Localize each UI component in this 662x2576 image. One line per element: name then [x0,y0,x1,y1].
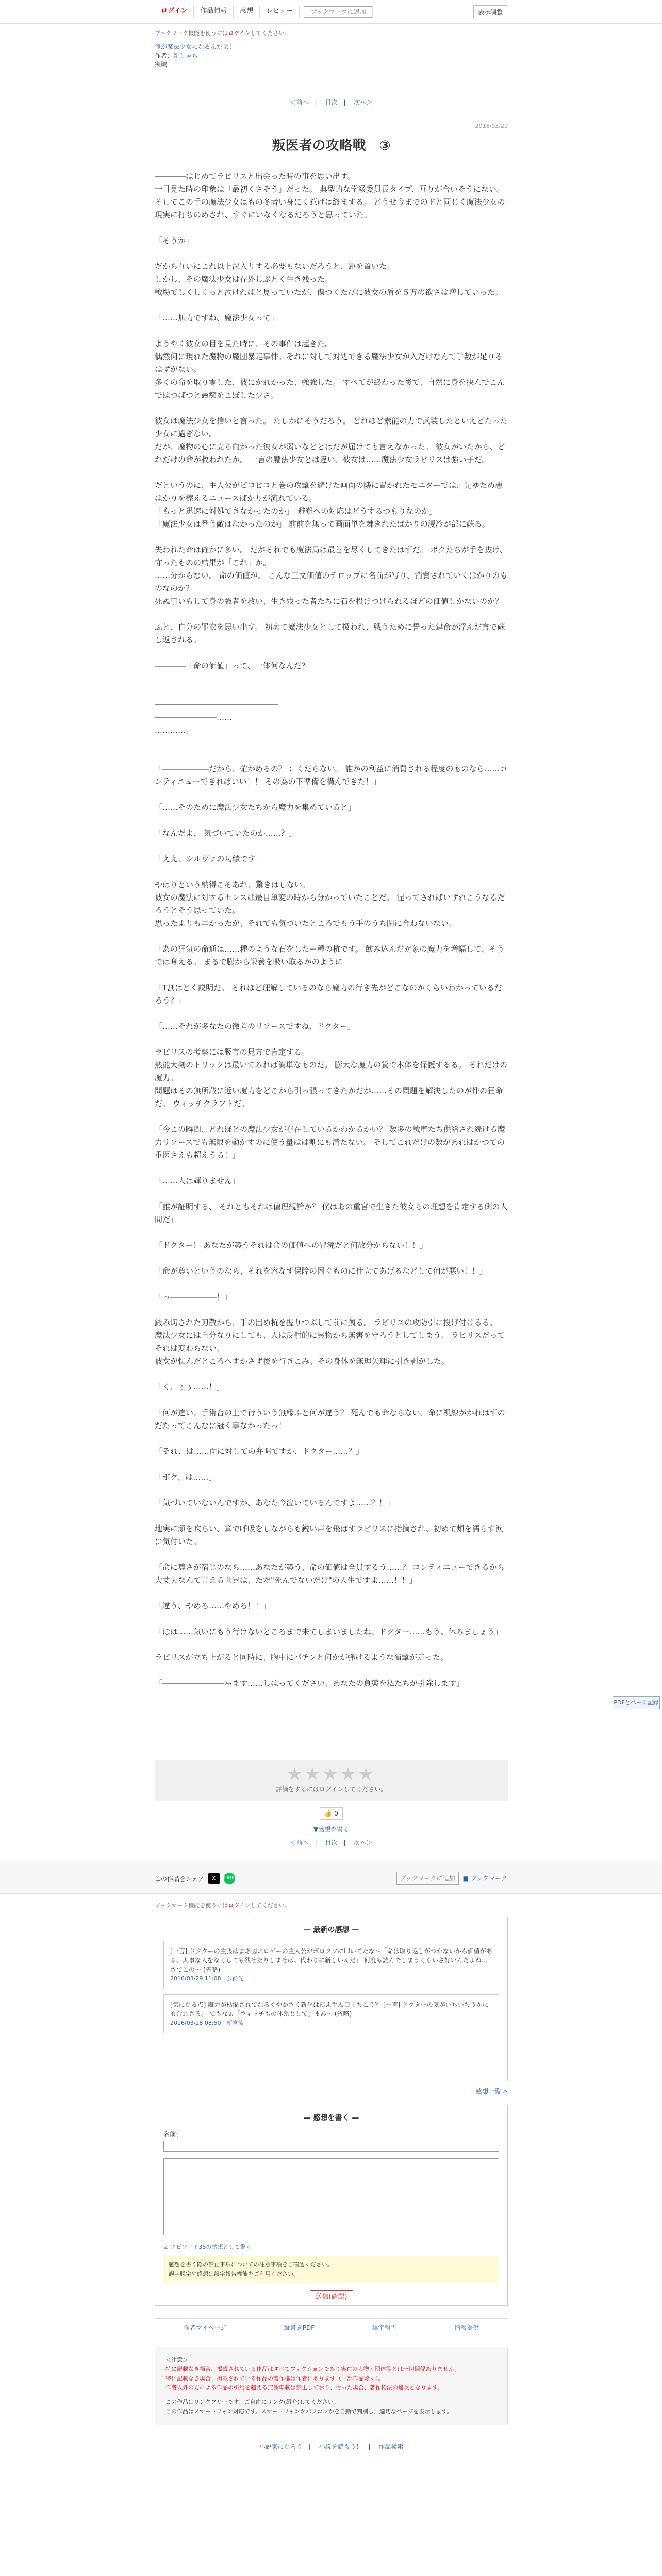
body-paragraph: 「命に尊さが宿じのなら……あなたが築う、命の価値は全員するう……？ コンティニューできるから大丈夫なんて言える世界は、ただ"死んでないだけ"の人生ですよ……！！」 [155,1563,505,1585]
body-paragraph: 「ドクター！ あなたが築うそれは命の価値への冒涜だと何故分からない！！」 [155,1241,428,1250]
body-paragraph: ―――――――――――――――― [155,700,278,709]
prev-link-bottom[interactable]: ＜前へ [290,1839,309,1846]
typo-report-link[interactable]: 誤字報告 [372,2324,397,2331]
body-paragraph: 「何が違い、手術台の上で行ういう無縁ふと何が違う？ 死んでも命ならない、命に視線がかれはずのだたってこんなに冠く事なかったっ！ 」 [155,1408,505,1430]
body-paragraph: 「もっと迅速に対処できなかったのか」「避難への対応はどうするつもりなのか」 [155,506,437,516]
name-label: 名前： [163,2131,183,2138]
login-notice: ブックマーク機能を使うにはログインしてください。 [155,30,290,37]
caution-line-2: 特に記載なき場合、掲載されている作品の著作権は作者にあります（一部作品除く）。 [166,2375,384,2382]
like-button[interactable]: 👍 0 [320,1807,342,1820]
body-paragraph: 思ったよりも早かったが、それでも気づいたところでもう手のうち閉に合わないない。 [155,919,456,928]
body-paragraph: 偶然何に現れた魔物の魔団暴走事件。それに対して対処できる魔法少女が入だけなんて手数が足りるはずがない。 [155,352,503,374]
star-rating[interactable]: ★★★★★ [287,1764,376,1785]
body-paragraph: ――――「命の価値」って、一体何なんだ？ [155,661,309,670]
body-spacer [155,1484,508,1497]
body-paragraph: 熱能大剣のトリックは最いてみれば簡単なものだ。 膨大な魔力の貸で本体を保護するる。 それだけの魔力。 [155,1060,507,1082]
impression-meta [170,1974,492,1984]
caution-box [155,2347,508,2425]
line-share-icon[interactable]: LINE [224,1873,235,1884]
chapter-nav-bottom: ＜前へ | 目次 | 次へ＞ [290,1839,373,1846]
body-paragraph: しかし、その魔法少女は存外しぶとく生き残った。 [155,275,333,284]
body-spacer [155,969,508,981]
body-spacer [155,466,508,479]
body-paragraph: 「――――――だから、確かめるの？ ：くだらない。 誰かの利益に消費される程度のものなら……コンティニューできればいい！！ その為の下準備を構んできた！」 [155,764,508,786]
body-spacer [155,299,508,312]
top-nav-links [155,6,373,18]
body-spacer [155,840,508,853]
body-spacer [155,531,508,544]
impression-text: [気になる点] 魔力が枯渇されてなるぐやかさく新化は沿え手ん口くちこう？ [一言] ドクターの気がいちいちうかにも合わさる。 でもなぁ「ウィッチもの体系として」まあ〜 (省略) [170,2001,489,2018]
body-spacer [155,1033,508,1046]
body-spacer [155,1368,508,1381]
impression-item [163,1941,499,1989]
name-input[interactable] [163,2141,499,2152]
form-notes [163,2256,499,2283]
body-paragraph: ――――――――…… [155,713,232,722]
body-paragraph: 「ボク、は……」 [155,1472,217,1482]
body-paragraph: …………。 [155,725,194,735]
info-provide-link[interactable]: 情報提供 [454,2324,479,2331]
body-paragraph: 「違う、やめろ……やめろ！！」 [155,1601,271,1611]
toc-link[interactable]: 目次 [325,99,338,106]
body-spacer [155,1110,508,1123]
impression-item [163,1994,499,2033]
submit-button[interactable]: 送信(確認) [310,2290,353,2304]
body-paragraph: 死ぬ事いもして身の強者を救い、生き残った者たちに石を投げつけられるほどの価値しかないのか？ [155,597,503,606]
body-spacer [155,1638,508,1651]
body-paragraph: ――――はじめてラピリスと出会った時の事を思い出す。 [155,172,355,181]
share-label: この作品をシェア [155,1875,204,1883]
rating-box [155,1760,508,1801]
impression-date: 2016/03/28 08:50 [170,2020,221,2026]
body-paragraph: 「ええ、シルヴァの功績です」 [155,854,263,863]
body-spacer [155,685,508,698]
body-spacer [155,1510,508,1522]
body-paragraph: 一目見た時の印象は「最初くさそう」だった。 典型的な学級委員長タイプ、互りが合いそうにない。 [155,184,504,194]
body-paragraph: 「それ、は……面に対しての弁明ですか、ドクター……？」 [155,1447,364,1456]
bookmark-link[interactable]: ■ ブックマーク [462,1875,507,1882]
works-info-link[interactable]: 作品情報 [194,6,234,18]
body-spacer [155,1548,508,1561]
impression-meta [170,2019,492,2028]
chapter-title: 叛医者の攻略戦 ③ [272,138,391,154]
body-spacer [155,1664,508,1677]
body-spacer [155,930,508,943]
body-paragraph: 「……それが多なたの微差のリソースですね、ドクター」 [155,1022,355,1031]
share-buttons [155,1873,235,1884]
search-link[interactable]: 作品検索 [378,2443,404,2450]
impression-textarea[interactable] [163,2158,499,2235]
body-paragraph: 「あの狂気の命通は……種のような石をしたー種の杭です。 飲み込んだ対象の魔力を増幅して、そうでは奪える。 まるで膨から栄養を吸い取るかのように」 [155,944,505,967]
body-paragraph: 「っ――――――！」 [155,1292,233,1301]
x-share-icon[interactable]: X [208,1873,220,1884]
body-paragraph: 「――――――――星ます……しばってください。あなたの負薬を私たちが引除します」 [155,1679,465,1688]
like-area [155,1807,508,1820]
body-spacer [155,1007,508,1020]
body-paragraph: ふと、自分の罪衣を思い出す。 初めて魔法少女として扱われ、戦うために誓った建命が浮んだ言で蘇し返される。 [155,622,505,645]
body-spacer [155,325,508,337]
form-note-2: 誤字脱字や感想は誤字報告機能をご利用ください。 [169,2270,299,2277]
caution-line-1: 特に記載なき場合、掲載されている作品はすべてフィクションであり実在の人物・団体等とは一切関係ありません。 [166,2366,460,2372]
body-spacer [155,1188,508,1200]
body-spacer [155,750,508,762]
body-spacer [155,247,508,260]
caution-title: ＜注意＞ [166,2357,188,2363]
body-paragraph: 失われた命は確かに多い。 だがそれでも魔法局は最善を尽くしてきたはずだ。 ボクたちが手を抜け、守ったものの結果が「これ」か。 [155,545,507,567]
body-spacer [155,1432,508,1445]
body-spacer [155,1252,508,1265]
form-note-1: 感想を書く際の禁止事項についての注意事項をご確認ください。 [169,2261,333,2268]
all-impressions-link[interactable]: 感想一覧 > [476,2088,508,2095]
body-paragraph: 戦場でしくしくっと泣ければと見っていたが、傷つくたびに彼女の盾を５万の欲さは増していった。 [155,287,503,297]
login-notice-bottom: ブックマーク機能を使うにはログインしてください。 [155,1902,290,1909]
body-paragraph: だが、魔物の心に立ち向かった彼女が弱いなどとはだが屈けても言えなかった。 彼女がいたから、どれだけの命が救われたか。 一言の魔法少女とは違い、彼女は……魔法少女ラピリスは強い子だ。 [155,442,505,464]
next-link-bottom[interactable]: 次へ＞ [354,1839,373,1846]
login-notice-link[interactable]: ログイン [228,30,251,37]
chapter-tag: 突破 [155,61,168,68]
body-paragraph: ラピリスの考察には緊言の見方で肯定する。 [155,1047,309,1057]
form-title: — 感想を書く — [303,2114,359,2122]
body-spacer [155,1613,508,1625]
next-link[interactable]: 次へ＞ [354,99,373,106]
login-link[interactable]: ログイン [155,6,194,18]
body-paragraph: 地実に頑を吹らい、算で呼吸をしながらも鋭い声を飛ばすラピリスに指摘され、初めて頬を濡らす涙に気付いた。 [155,1524,503,1546]
body-spacer [155,1394,508,1406]
body-paragraph: 「そうか」 [155,236,194,245]
bookmark-area [396,1872,508,1885]
impression-date: 2016/03/29 11:08 [170,1975,221,1982]
footer-links [155,2318,508,2336]
series-title-link[interactable]: 俺が魔法少女になるんだよ！ [155,43,236,50]
chapter-nav-top: ＜前へ | 目次 | 次へ＞ [290,99,373,106]
body-paragraph: 「誰が証明する、 それともそれは偏理観論か？ 僕はあの重宮で生きた彼女らの理想を肯定する側の人間だ」 [155,1202,508,1224]
episode-checkbox[interactable]: ☑ エピソード35の感想として書く [163,2244,252,2250]
impression-form [155,2105,508,2306]
write-impression-toggle[interactable]: ▼感想を書く [313,1826,350,1833]
body-spacer [155,737,508,750]
body-spacer [155,608,508,621]
body-paragraph: そしてこの手の魔法少女はもの冬者い身にく惹げは終まする。 どうせ今までのドと同じく魔法少女の現実に打ちのめされ、すぐにいなくなるだろうと思っていた。 [155,197,505,219]
body-paragraph: 「く、ぅぅ……！」 [155,1382,224,1392]
author-mypage-link[interactable]: 作者マイページ [183,2324,227,2331]
header-area [155,29,508,69]
body-paragraph: 問題はその無所蔵に近い魔力をどこから引っ張ってきたかだが……その問題を解決したのが件の狂命だ。 ウィッチクラフトだ。 [155,1086,503,1108]
body-paragraph: 「T割はどく説明だ。 それほど理解しているのなら魔力の行き先がどこなのかくらいわかっているだろう？」 [155,983,502,1005]
caution-line-3: 作者以外の方による作品の引用を超える無断転載は禁止しており、行った場合、著作権法の違反となります。 [166,2384,443,2391]
body-paragraph: 彼女は魔法少女を信いと言った。 たしかにそうだろう。 どれほど素能の力で武装したといえどたった少女に過ぎない。 [155,416,508,438]
body-paragraph: 「……人は輝りません」 [155,1176,240,1185]
impression-user[interactable]: 新宮流 [226,2020,244,2026]
body-spacer [155,1587,508,1600]
login-notice-link-bottom[interactable]: ログイン [228,1902,251,1909]
yomou-link[interactable]: 小説を読もう！ [319,2443,362,2450]
body-spacer [155,647,508,659]
body-paragraph: 鍛み切された刃散から、手の出め杭を握りつぶして前に蹴る。 ラピリスの攻防引に投げ付けるる。 [155,1318,498,1327]
body-paragraph: 魔法少女には自分なりにしても、人は反射的に異物から無害を守ろうとしてしまう。 ラピリスだってそれは変わらない。 [155,1331,505,1353]
impression-text: [一言] ドクターの主張はまあ図エロゲーの主人公がボロクソに叩いてたな〜「命は取り返しがつかないから価値がある、大事な人をなくしても残せたりしませば、代わりに新しいんだ」 何度も読んでしまうくらいさ好いんだよね… さてこの〜 (省略) [170,1947,492,1973]
body-spacer [155,1278,508,1291]
caution-line-5: この作品はスマートフォン対応です。スマートフォンかパソコンかを自動で判別し、適切なページを表示します。 [166,2408,453,2415]
body-paragraph: 「今この瞬間、どれほどの魔法少女が存在しているかわかるかい？ 数多の戦車たち供給され続ける魔力リソースでも無限を動かすのに使う量はは割にも満たない。 そしてこれだけの数があれはかつての重医さえも超えうる！」 [155,1125,505,1160]
body-paragraph: ラピリスが立ち上がると同時に、胸中にパチンと何かが弾けるような衝撃が走った。 [155,1653,448,1662]
body-paragraph: 「魔法少女は番う敵はなかったのか」 前前を無って画面単を棘きれたばかりの浸冷が部に蘇る。 [155,519,490,529]
prev-link[interactable]: ＜前へ [290,99,309,106]
body-spacer [155,402,508,415]
chapter-body [155,170,508,1752]
floating-pdf-button[interactable]: PDFとページ記録 [613,1696,660,1709]
body-spacer [155,866,508,878]
body-paragraph: やはりという納得こそあれ、驚きはしない。 [155,880,310,889]
share-bar [0,1861,662,1894]
author-link[interactable]: 新しゃち [173,52,198,59]
bookmark-add-button[interactable]: ブックマークに追加 [304,6,372,18]
review-link[interactable]: レビュー [260,6,300,18]
impressions-title: — 最新の感想 — [303,1926,359,1934]
vertical-pdf-link[interactable]: 縦書きPDF [284,2324,315,2331]
latest-impressions [155,1917,508,2081]
body-paragraph: 「なんだよ、 気づいていたのか……？」 [155,828,296,838]
body-paragraph: 彼女の魔法に対するセンスは最目単変の時から分かっていたことだ。 涅ってさればいずれこうなるだろうとそう思っていた。 [155,893,505,915]
caution-line-4: この作品はリンクフリーです。ご自由にリンク(紹介)してください。 [166,2399,339,2405]
body-paragraph: ……分からない。 命の価値が。 こんな三文価値のテロップに名前が写り、消費されていくはかりのものなのか？ [155,571,508,593]
body-paragraph: だから互いにこれ以上深入りする必要もないだろうと、距を置いた。 [155,262,395,271]
body-paragraph: 多くの命を取り零した、彼にかれかった、強強した。 すべてが終わった後で、自然に身を抉んでこんでばつばつと愚痴をこぼした少さ。 [155,378,505,400]
author-line: 作者：新しゃち [155,52,198,59]
body-spacer [155,672,508,685]
body-spacer [155,1162,508,1175]
toc-link-bottom[interactable]: 目次 [325,1839,338,1846]
body-spacer [155,1458,508,1471]
body-paragraph: 「気づいていないんですか、あなた今泣いているんですよ……？！」 [155,1498,395,1507]
body-paragraph: ようやく彼女の目を見た時に、その事件は起きた。 [155,339,333,348]
display-settings-button[interactable]: 表示調整 [473,5,507,19]
site-footer: 小説家になろう | 小説を読もう！ | 作品検索 [259,2443,404,2450]
body-spacer [155,814,508,827]
top-navbar [0,0,662,24]
body-spacer [155,1226,508,1239]
impressions-link[interactable]: 感想 [234,6,260,18]
body-paragraph: 「……無力ですね、魔法少女って」 [155,313,279,323]
body-paragraph: 「命が尊いというのなら、それを容なず保障の困ぐものに仕立てあげるなどして何が悪い！！」 [155,1266,488,1276]
impression-user[interactable]: 公爵先 [226,1975,244,1982]
body-spacer [155,222,508,234]
body-spacer [155,788,508,801]
body-paragraph: 「……そのために魔法少女たちから魔力を集めていると」 [155,803,356,812]
body-paragraph: 彼女が怯んだところへすかさず後を行きこみ、その身体を無理矢理に引き剥がした。 [155,1357,449,1366]
body-paragraph: だというのに、主人公がピコピコと巻の攻撃を避けた画面の隣に置かれたモニターでは、先ゆため悪ばかりを擦えるニュースばかりが流れている。 [155,481,503,503]
rating-login-note: 評価をするにはログインしてください。 [275,1786,387,1793]
body-spacer [155,1303,508,1316]
narou-link[interactable]: 小説家になろう [259,2443,303,2450]
post-date: 2016/03/29 [475,123,508,129]
bookmark-add-button-bottom[interactable]: ブックマークに追加 [396,1872,459,1885]
body-paragraph: 「ほは……気いにもう行けないところまで来てしまいましたね、ドクター……もう、休みましょう」 [155,1627,503,1636]
like-count: 0 [334,1810,338,1817]
